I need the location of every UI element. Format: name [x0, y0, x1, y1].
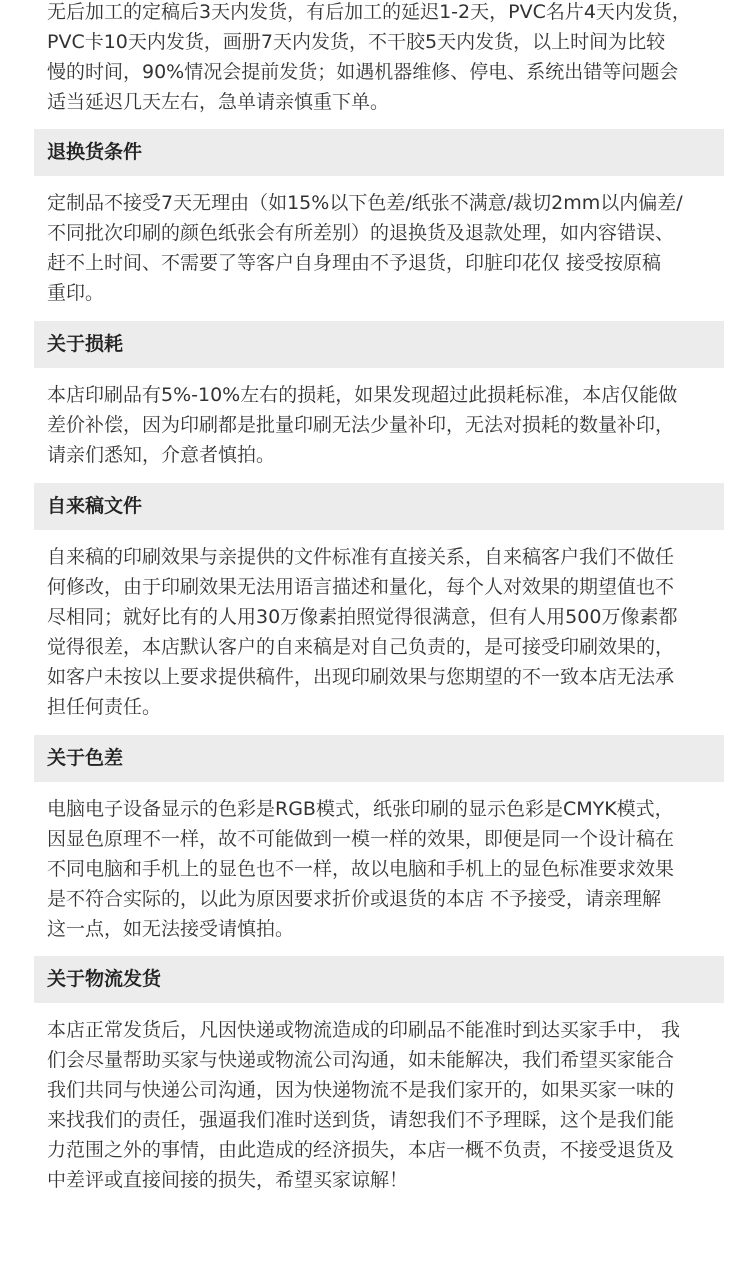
- paragraph-line: 本店印刷品有5%-10%左右的损耗，如果发现超过此损耗标准，本店仅能做: [47, 384, 678, 406]
- section-header-loss: [34, 321, 724, 368]
- returns-paragraph: [47, 188, 712, 308]
- section-title: 关于损耗: [47, 333, 124, 355]
- paragraph-line: 请亲们悉知，介意者慎拍。: [47, 444, 276, 466]
- section-title: 关于色差: [47, 747, 124, 769]
- paragraph-line: 不同电脑和手机上的显色也不一样，故以电脑和手机上的显色标准要求效果: [47, 858, 675, 880]
- paragraph-line: PVC卡10天内发货，画册7天内发货，不干胶5天内发货，以上时间为比较: [47, 31, 666, 53]
- paragraph-line: 无后加工的定稿后3天内发货，有后加工的延迟1-2天，PVC名片4天内发货，: [47, 1, 691, 23]
- paragraph-line: 们会尽量帮助买家与快递或物流公司沟通，如未能解决，我们希望买家能合: [47, 1049, 675, 1071]
- paragraph-line: 自来稿的印刷效果与亲提供的文件标准有直接关系，自来稿客户我们不做任: [47, 546, 675, 568]
- section-title: 退换货条件: [47, 141, 143, 163]
- own-files-paragraph: [47, 542, 712, 722]
- paragraph-line: 慢的时间，90%情况会提前发货；如遇机器维修、停电、系统出错等问题会: [47, 61, 679, 83]
- paragraph-line: 力范围之外的事情，由此造成的经济损失，本店一概不负责，不接受退货及: [47, 1139, 675, 1161]
- paragraph-line: 尽相同；就好比有的人用30万像素拍照觉得很满意，但有人用500万像素都: [47, 606, 678, 628]
- loss-paragraph: [47, 380, 712, 470]
- paragraph-line: 担任何责任。: [47, 696, 162, 718]
- section-title: 自来稿文件: [47, 495, 143, 517]
- section-header-color-difference: [34, 735, 724, 782]
- paragraph-line: 因显色原理不一样，故不可能做到一模一样的效果，即便是同一个设计稿在: [47, 828, 675, 850]
- paragraph-line: 适当延迟几天左右，急单请亲慎重下单。: [47, 91, 390, 113]
- paragraph-line: 电脑电子设备显示的色彩是RGB模式，纸张印刷的显示色彩是CMYK模式，: [47, 798, 674, 820]
- section-title: 关于物流发货: [47, 968, 162, 990]
- color-difference-paragraph: [47, 794, 712, 944]
- section-header-own-files: [34, 483, 724, 530]
- section-header-shipping: [34, 956, 724, 1003]
- paragraph-line: 重印。: [47, 282, 105, 304]
- paragraph-line: 这一点，如无法接受请慎拍。: [47, 918, 295, 940]
- paragraph-line: 如客户未按以上要求提供稿件，出现印刷效果与您期望的不一致本店无法承: [47, 666, 675, 688]
- paragraph-line: 不同批次印刷的颜色纸张会有所差别）的退换货及退款处理，如内容错误、: [47, 222, 675, 244]
- intro-paragraph: [47, 0, 712, 117]
- paragraph-line: 觉得很差，本店默认客户的自来稿是对自己负责的，是可接受印刷效果的，: [47, 636, 675, 658]
- shipping-paragraph: [47, 1015, 712, 1195]
- section-header-returns: [34, 129, 724, 176]
- paragraph-line: 来找我们的责任，强逼我们准时送到货，请恕我们不予理睬，这个是我们能: [47, 1109, 675, 1131]
- paragraph-line: 何修改，由于印刷效果无法用语言描述和量化，每个人对效果的期望值也不: [47, 576, 675, 598]
- paragraph-line: 我们共同与快递公司沟通，因为快递物流不是我们家开的，如果买家一味的: [47, 1079, 675, 1101]
- paragraph-line: 是不符合实际的，以此为原因要求折价或退货的本店 不予接受，请亲理解: [47, 888, 662, 910]
- paragraph-line: 中差评或直接间接的损失，希望买家谅解！: [47, 1169, 409, 1191]
- paragraph-line: 差价补偿，因为印刷都是批量印刷无法少量补印，无法对损耗的数量补印，: [47, 414, 675, 436]
- paragraph-line: 定制品不接受7天无理由（如15%以下色差/纸张不满意/裁切2mm以内偏差/: [47, 192, 683, 214]
- paragraph-line: 本店正常发货后，凡因快递或物流造成的印刷品不能准时到达买家手中， 我: [47, 1019, 681, 1041]
- paragraph-line: 赶不上时间、不需要了等客户自身理由不予退货，印脏印花仅 接受按原稿: [47, 252, 662, 274]
